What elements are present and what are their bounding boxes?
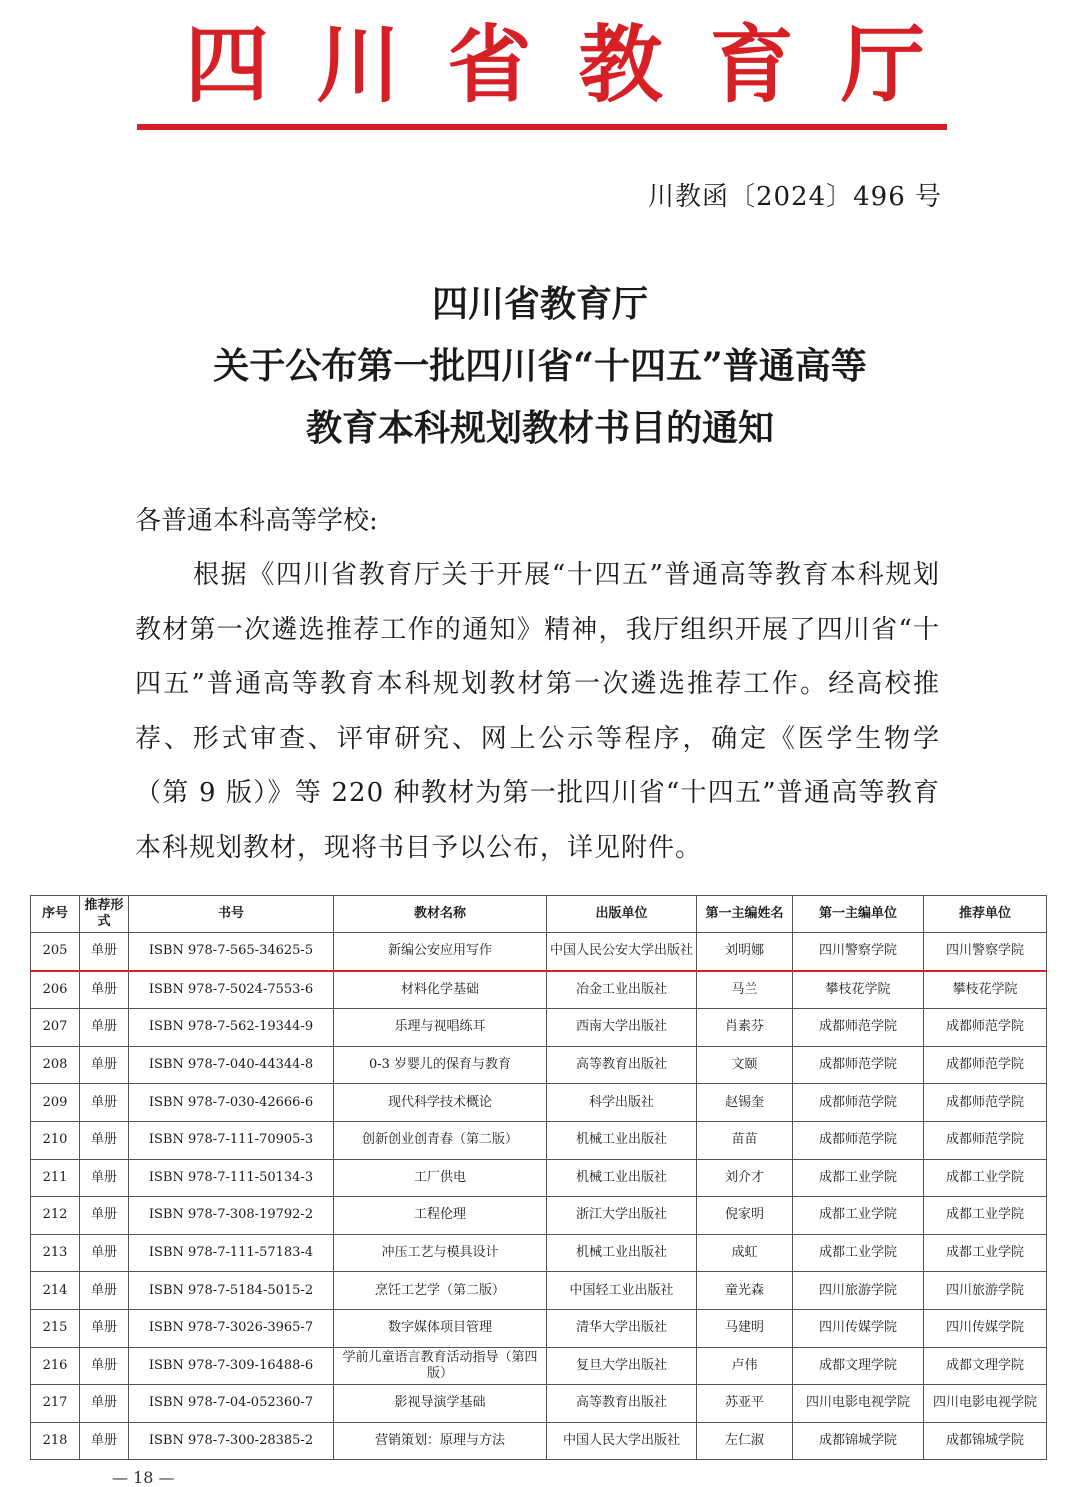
notice-title-line-3: 教育本科规划教材书目的通知 (305, 407, 774, 449)
isbn-cell: ISBN 978-7-040-44344-8 (129, 1046, 334, 1084)
isbn-cell: ISBN 978-7-04-052360-7 (129, 1385, 334, 1423)
masthead-char: 四 (185, 14, 270, 114)
recommend-form-cell: 单册 (80, 1309, 129, 1347)
chief-editor-cell: 童光森 (697, 1272, 793, 1310)
isbn-cell: ISBN 978-7-300-28385-2 (129, 1422, 334, 1460)
isbn-cell: ISBN 978-7-565-34625-5 (129, 933, 334, 971)
serial-cell: 216 (31, 1347, 80, 1385)
serial-cell: 211 (31, 1159, 80, 1197)
chief-editor-cell: 左仁淑 (697, 1422, 793, 1460)
table-row (31, 1159, 1047, 1197)
recommend-form-cell: 单册 (80, 1234, 129, 1272)
isbn-cell: ISBN 978-7-030-42666-6 (129, 1084, 334, 1122)
masthead-divider (137, 124, 947, 130)
serial-cell: 209 (31, 1084, 80, 1122)
recommending-unit-cell: 成都师范学院 (924, 1009, 1047, 1047)
recommending-unit-cell: 成都师范学院 (924, 1121, 1047, 1159)
table-row (31, 1272, 1047, 1310)
page-number: — 18 — (112, 1468, 175, 1487)
recommend-form-cell: 单册 (80, 1272, 129, 1310)
publisher-cell: 科学出版社 (547, 1084, 697, 1122)
recommend-form-cell: 单册 (80, 1347, 129, 1385)
textbook-name-cell: 创新创业创青春（第二版） (334, 1121, 547, 1159)
header-publisher: 出版单位 (547, 896, 697, 933)
chief-editor-cell: 苏亚平 (697, 1385, 793, 1423)
table-row (31, 1422, 1047, 1460)
publisher-cell: 机械工业出版社 (547, 1121, 697, 1159)
header-editor-unit: 第一主编单位 (793, 896, 924, 933)
masthead-char: 川 (316, 14, 401, 114)
serial-cell: 218 (31, 1422, 80, 1460)
chief-editor-cell: 文颐 (697, 1046, 793, 1084)
recommending-unit-cell: 成都师范学院 (924, 1046, 1047, 1084)
textbook-name-cell: 学前儿童语言教育活动指导（第四版） (334, 1347, 547, 1385)
recommend-form-cell: 单册 (80, 1009, 129, 1047)
textbook-name-cell: 营销策划：原理与方法 (334, 1422, 547, 1460)
serial-cell: 206 (31, 971, 80, 1009)
textbook-name-cell: 工程伦理 (334, 1197, 547, 1235)
recommending-unit-cell: 四川电影电视学院 (924, 1385, 1047, 1423)
notice-title-line-1: 四川省教育厅 (431, 283, 648, 325)
masthead-char: 省 (447, 14, 532, 114)
table-row (31, 1234, 1047, 1272)
recommending-unit-cell: 四川警察学院 (924, 933, 1047, 971)
table-row (31, 1009, 1047, 1047)
table-header-row (31, 896, 1047, 933)
chief-editor-cell: 马兰 (697, 971, 793, 1009)
textbook-name-cell: 工厂供电 (334, 1159, 547, 1197)
recommend-form-cell: 单册 (80, 1422, 129, 1460)
textbook-name-cell: 新编公安应用写作 (334, 933, 547, 971)
textbook-name-cell: 材料化学基础 (334, 971, 547, 1009)
serial-cell: 208 (31, 1046, 80, 1084)
isbn-cell: ISBN 978-7-308-19792-2 (129, 1197, 334, 1235)
isbn-cell: ISBN 978-7-111-50134-3 (129, 1159, 334, 1197)
isbn-cell: ISBN 978-7-3026-3965-7 (129, 1309, 334, 1347)
textbook-name-cell: 现代科学技术概论 (334, 1084, 547, 1122)
chief-editor-cell: 肖素芬 (697, 1009, 793, 1047)
table-row (31, 971, 1047, 1009)
recommend-form-cell: 单册 (80, 1121, 129, 1159)
isbn-cell: ISBN 978-7-5024-7553-6 (129, 971, 334, 1009)
editor-unit-cell: 四川传媒学院 (793, 1309, 924, 1347)
recommending-unit-cell: 成都文理学院 (924, 1347, 1047, 1385)
serial-cell: 212 (31, 1197, 80, 1235)
textbook-table (30, 895, 1047, 1460)
chief-editor-cell: 赵锡奎 (697, 1084, 793, 1122)
recommending-unit-cell: 成都师范学院 (924, 1084, 1047, 1122)
publisher-cell: 西南大学出版社 (547, 1009, 697, 1047)
salutation: 各普通本科高等学校: (135, 506, 378, 536)
isbn-cell: ISBN 978-7-562-19344-9 (129, 1009, 334, 1047)
recommend-form-cell: 单册 (80, 1084, 129, 1122)
table-row (31, 1197, 1047, 1235)
masthead-char: 育 (709, 14, 794, 114)
textbook-name-cell: 冲压工艺与模具设计 (334, 1234, 547, 1272)
recommending-unit-cell: 成都工业学院 (924, 1159, 1047, 1197)
textbook-name-cell: 烹饪工艺学（第二版） (334, 1272, 547, 1310)
header-recommending-unit: 推荐单位 (924, 896, 1047, 933)
editor-unit-cell: 四川电影电视学院 (793, 1385, 924, 1423)
chief-editor-cell: 倪家明 (697, 1197, 793, 1235)
table-row (31, 1385, 1047, 1423)
header-textbook-name: 教材名称 (334, 896, 547, 933)
document-number: 川教函〔2024〕496 号 (647, 182, 942, 212)
serial-cell: 207 (31, 1009, 80, 1047)
masthead-char: 教 (578, 14, 663, 114)
chief-editor-cell: 刘明娜 (697, 933, 793, 971)
textbook-table-container (30, 895, 1046, 1460)
body-paragraph: 根据《四川省教育厅关于开展“十四五”普通高等教育本科规划教材第一次遴选推荐工作的通知》精神，我厅组织开展了四川省“十四五”普通高等教育本科规划教材第一次遴选推荐工作。经高校推荐、形式审查、评审研究、网上公示等程序，确定《医学生物学（第 9 版）》等 220 种教材为第一批四川省“十四五”普通高等教育本科规划教材，现将书目予以公布，详见附件。 (135, 560, 940, 863)
serial-cell: 205 (31, 933, 80, 971)
publisher-cell: 高等教育出版社 (547, 1385, 697, 1423)
editor-unit-cell: 成都工业学院 (793, 1234, 924, 1272)
header-chief-editor: 第一主编姓名 (697, 896, 793, 933)
isbn-cell: ISBN 978-7-5184-5015-2 (129, 1272, 334, 1310)
editor-unit-cell: 成都师范学院 (793, 1084, 924, 1122)
header-serial: 序号 (31, 896, 80, 933)
serial-cell: 215 (31, 1309, 80, 1347)
chief-editor-cell: 苗苗 (697, 1121, 793, 1159)
publisher-cell: 中国人民公安大学出版社 (547, 933, 697, 971)
notice-title-line-2: 关于公布第一批四川省“十四五”普通高等 (213, 345, 867, 387)
serial-cell: 213 (31, 1234, 80, 1272)
recommend-form-cell: 单册 (80, 1385, 129, 1423)
textbook-name-cell: 数字媒体项目管理 (334, 1309, 547, 1347)
publisher-cell: 机械工业出版社 (547, 1159, 697, 1197)
table-row (31, 1046, 1047, 1084)
editor-unit-cell: 成都工业学院 (793, 1159, 924, 1197)
recommending-unit-cell: 四川传媒学院 (924, 1309, 1047, 1347)
masthead-char: 厅 (840, 14, 925, 114)
editor-unit-cell: 成都工业学院 (793, 1197, 924, 1235)
recommend-form-cell: 单册 (80, 971, 129, 1009)
chief-editor-cell: 成虹 (697, 1234, 793, 1272)
editor-unit-cell: 成都师范学院 (793, 1046, 924, 1084)
recommending-unit-cell: 成都工业学院 (924, 1197, 1047, 1235)
recommend-form-cell: 单册 (80, 1159, 129, 1197)
editor-unit-cell: 成都锦城学院 (793, 1422, 924, 1460)
recommend-form-cell: 单册 (80, 933, 129, 971)
publisher-cell: 冶金工业出版社 (547, 971, 697, 1009)
editor-unit-cell: 四川警察学院 (793, 933, 924, 971)
serial-cell: 214 (31, 1272, 80, 1310)
serial-cell: 217 (31, 1385, 80, 1423)
editor-unit-cell: 成都师范学院 (793, 1009, 924, 1047)
publisher-cell: 清华大学出版社 (547, 1309, 697, 1347)
header-isbn: 书号 (129, 896, 334, 933)
publisher-cell: 浙江大学出版社 (547, 1197, 697, 1235)
recommend-form-cell: 单册 (80, 1046, 129, 1084)
isbn-cell: ISBN 978-7-309-16488-6 (129, 1347, 334, 1385)
table-row (31, 1084, 1047, 1122)
isbn-cell: ISBN 978-7-111-70905-3 (129, 1121, 334, 1159)
publisher-cell: 中国轻工业出版社 (547, 1272, 697, 1310)
recommending-unit-cell: 四川旅游学院 (924, 1272, 1047, 1310)
table-row (31, 933, 1047, 971)
recommend-form-cell: 单册 (80, 1197, 129, 1235)
editor-unit-cell: 成都文理学院 (793, 1347, 924, 1385)
publisher-cell: 复旦大学出版社 (547, 1347, 697, 1385)
table-row (31, 1121, 1047, 1159)
table-row (31, 1347, 1047, 1385)
editor-unit-cell: 成都师范学院 (793, 1121, 924, 1159)
textbook-name-cell: 乐理与视唱练耳 (334, 1009, 547, 1047)
isbn-cell: ISBN 978-7-111-57183-4 (129, 1234, 334, 1272)
editor-unit-cell: 攀枝花学院 (793, 971, 924, 1009)
chief-editor-cell: 马建明 (697, 1309, 793, 1347)
recommending-unit-cell: 成都工业学院 (924, 1234, 1047, 1272)
chief-editor-cell: 卢伟 (697, 1347, 793, 1385)
recommending-unit-cell: 攀枝花学院 (924, 971, 1047, 1009)
chief-editor-cell: 刘介才 (697, 1159, 793, 1197)
recommending-unit-cell: 成都锦城学院 (924, 1422, 1047, 1460)
textbook-name-cell: 影视导演学基础 (334, 1385, 547, 1423)
publisher-cell: 高等教育出版社 (547, 1046, 697, 1084)
publisher-cell: 中国人民大学出版社 (547, 1422, 697, 1460)
textbook-name-cell: 0-3 岁婴儿的保育与教育 (334, 1046, 547, 1084)
serial-cell: 210 (31, 1121, 80, 1159)
table-row (31, 1309, 1047, 1347)
editor-unit-cell: 四川旅游学院 (793, 1272, 924, 1310)
masthead-title (185, 8, 925, 114)
header-recommend-form: 推荐形式 (80, 896, 129, 933)
publisher-cell: 机械工业出版社 (547, 1234, 697, 1272)
